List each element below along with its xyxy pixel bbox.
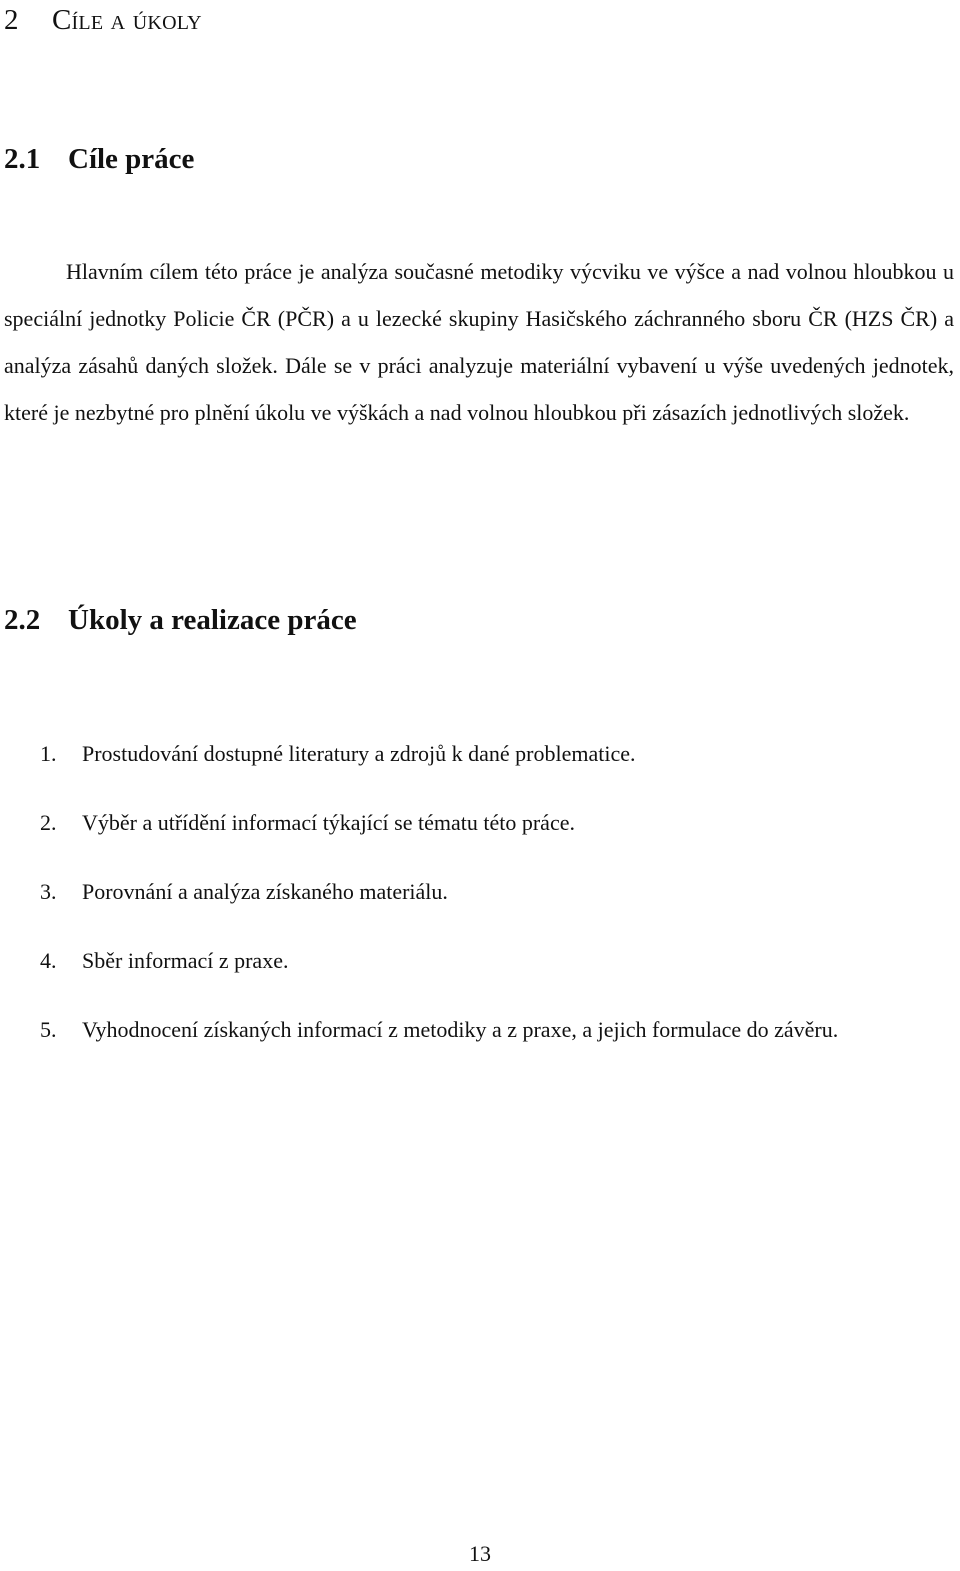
list-item-text: Výběr a utřídění informací týkající se tématu této práce. — [82, 810, 575, 835]
list-item — [4, 799, 954, 846]
section-title: Úkoly a realizace práce — [68, 604, 357, 636]
chapter-title: Cíle a úkoly — [52, 4, 202, 36]
section-heading-goals — [4, 141, 194, 177]
section-number: 2.2 — [4, 604, 41, 636]
list-item-marker: 2. — [40, 810, 57, 835]
list-item — [4, 730, 954, 777]
list-item-marker: 5. — [40, 1017, 57, 1042]
chapter-heading — [4, 2, 202, 38]
list-item-text: Vyhodnocení získaných informací z metodiky a z praxe, a jejich formulace do závěru. — [82, 1017, 839, 1042]
section-number: 2.1 — [4, 143, 41, 175]
task-list — [4, 730, 954, 1075]
chapter-number: 2 — [4, 4, 19, 36]
list-item-marker: 4. — [40, 948, 57, 973]
section-title: Cíle práce — [68, 143, 195, 175]
list-item-text: Sběr informací z praxe. — [82, 948, 289, 973]
list-item-text: Prostudování dostupné literatury a zdrojů k dané problematice. — [82, 741, 636, 766]
list-item-marker: 3. — [40, 879, 57, 904]
list-item — [4, 937, 954, 984]
list-item — [4, 1006, 954, 1053]
list-item-text: Porovnání a analýza získaného materiálu. — [82, 879, 448, 904]
page-number: 13 — [469, 1541, 491, 1566]
list-item — [4, 868, 954, 915]
goals-paragraph: Hlavním cílem této práce je analýza současné metodiky výcviku ve výšce a nad volnou hloubkou u speciální jednotky Policie ČR (PČR) a u lezecké skupiny Hasičského záchranného sboru ČR (HZS ČR) a analýza zásahů daných složek. Dále se v práci analyzuje materiální vybavení u výše uvedených jednotek, které je nezbytné pro plnění úkolu ve výškách a nad volnou hloubkou při zásazích jednotlivých složek. — [4, 259, 954, 425]
section-heading-tasks — [4, 602, 357, 638]
list-item-marker: 1. — [40, 741, 57, 766]
